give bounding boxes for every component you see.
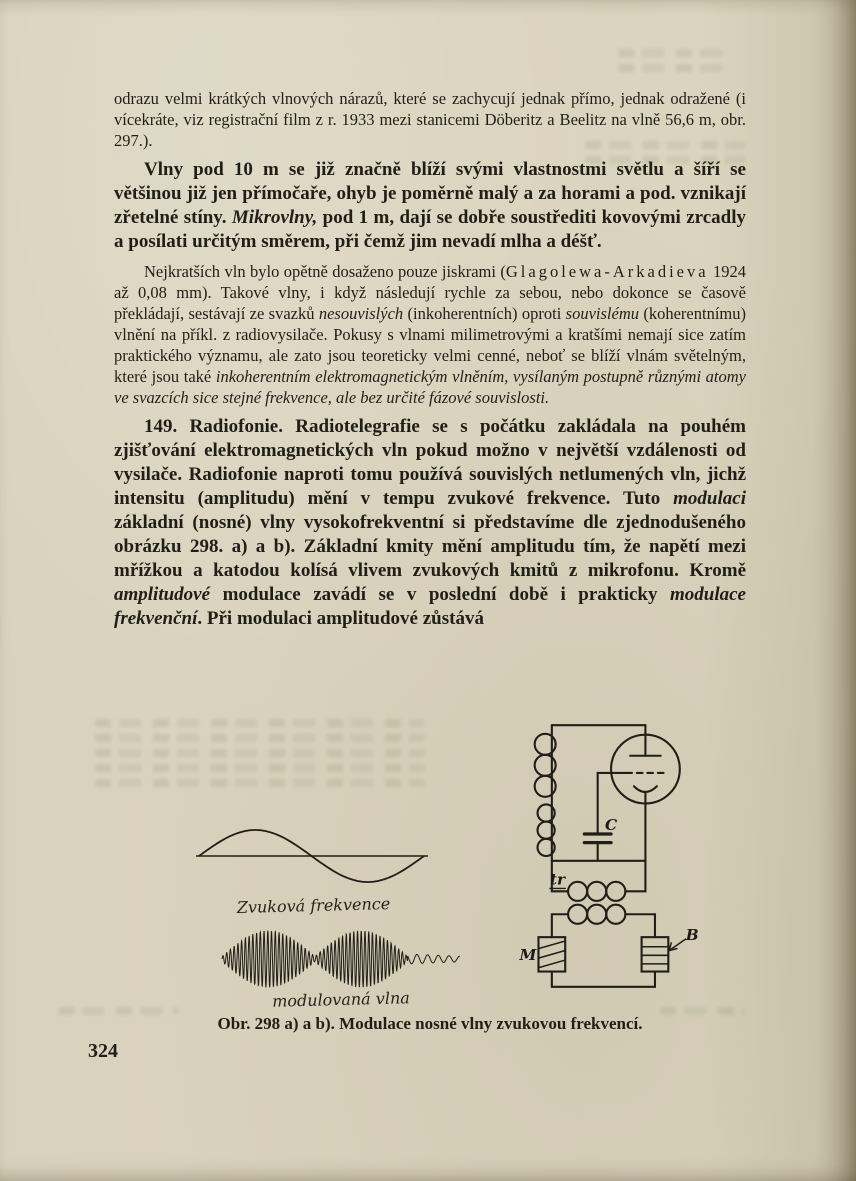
text-segment: modulace zavádí se v poslední době i prakticky [210,584,670,605]
text-segment: (inkoherentních) oproti [403,304,566,323]
text-segment: amplitudové [114,584,211,605]
text-segment: nesouvislých [318,304,404,323]
modulated-wave [222,931,460,988]
paragraph [114,415,746,631]
text-segment: 1924 až 0,08 mm). Takové vlny, i když následují rychle za sebou, nebo dokonce se časově překládají, sestávají ze svazků [114,262,746,323]
sound-wave-drawing [196,820,431,892]
text-segment: inkoherentním elektromagnetickým vlněním, vysílaným postupně různými atomy ve svazcích sice stejné frekvence, ale bez určité fázové souvislosti. [114,367,746,407]
arrow-to-battery [669,939,685,950]
battery-box [642,937,669,971]
text-segment: modulaci [673,488,746,509]
modulated-wave-label: modulovaná vlna [271,988,411,1011]
circuit-diagram [502,708,722,1004]
text-segment: Radiotelegrafie se s počátku zakládala na pouhém zjišťování elektromagnetických vln pokud možno v největší vzdálenosti od vysilače. Radiofonie naproti tomu používá souvislých netlumených vln, jichž intensitu (amplitudu) mění v tempu zvukové frekvence. Tuto [114,416,746,509]
battery-label: B [685,926,699,945]
vacuum-tube [598,725,680,861]
figure-298 [114,724,746,1010]
capacitor-label: C [604,816,618,835]
text-segment: 149. Radiofonie. [144,416,283,437]
transformer [550,861,655,937]
bleed-through [618,42,733,79]
microphone-label: M [519,946,537,965]
text-segment: . Při modulaci amplitudové zůstává [197,608,484,629]
wire [552,972,655,987]
figure-caption: Obr. 298 a) a b). Modulace nosné vlny zvukovou frekvencí. [217,1014,643,1033]
text-segment: Glagolewa-Arkadieva [505,262,709,281]
text-segment: pod 1 m, dají se dobře soustřediti kovovými zrcadly a posílati určitým směrem, při čemž jim nevadí mlha a déšť. [114,207,746,252]
text-segment: základní (nosné) vlny vysokofrekventní si představíme dle zjednodušeného obrázku 298. a) a b). Základní kmity mění amplitudu tím, že napětí mezi mřížkou a katodou kolísá vlivem zvukových kmitů z mikrofonu. Kromě [114,512,746,581]
paragraph [114,261,746,408]
page-number: 324 [88,1040,118,1062]
transformer-label: tr [550,870,566,889]
paragraph [114,88,746,151]
paragraph [114,158,746,254]
text-segment: (koherentnímu) vlnění na příkl. z radiovysilače. Pokusy s vlnami milimetrovými a kratšími nemají sice zatím praktického významu, ale zato jsou teoreticky velmi cenné, neboť se blíží vlnám světelným, které jsou také [114,304,746,386]
text-segment: souvislému [565,304,639,323]
text-segment: Vlny pod 10 m se již značně blíží svými vlastnostmi světlu a šíří se většinou již jen přímočaře, ohyb je poměrně malý a za horami a pod. vznikají zřetelné stíny. [114,159,746,228]
text-segment: odrazu velmi krátkých vlnových nárazů, které se zachycují jednak přímo, jednak odražené (i vícekráte, viz registrační film z r. 1933 mezi stanicemi Döberitz a Beelitz na vlně 56,6 m, obr. 297.). [114,89,746,150]
text-segment: Mikrovlny, [231,207,318,228]
modulated-wave-drawing [220,922,462,996]
text-segment: Nejkratších vln bylo opětně dosaženo pouze jiskrami ( [144,262,506,281]
sound-wave-label: Zvuková frekvence [236,893,391,918]
microphone-box [538,937,565,971]
text-segment: modulace frekvenční [114,584,746,629]
body-text [114,88,746,638]
